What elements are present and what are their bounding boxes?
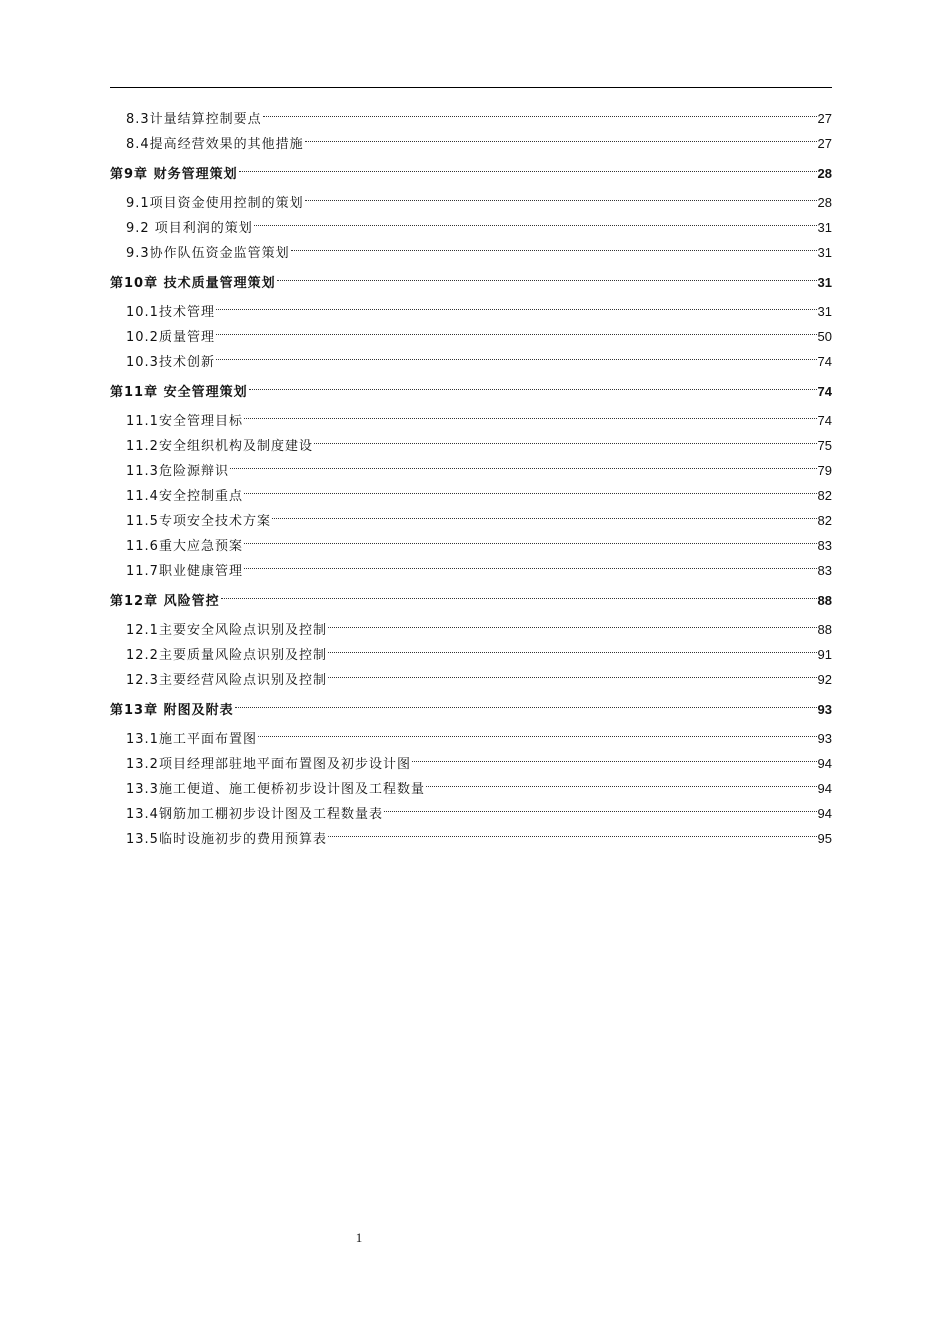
toc-entry-label: 12.3主要经营风险点识别及控制 [126,673,327,688]
dot-leader [328,634,817,659]
dot-leader [244,400,817,425]
dot-leader [221,580,817,605]
toc-entry-page-number: 83 [817,563,832,578]
dot-leader [305,123,817,148]
dot-leader [328,659,817,684]
dot-leader [254,207,817,232]
toc-entry-page-number: 82 [817,513,832,528]
toc-entry-page-number: 88 [817,593,832,608]
dot-leader [314,425,817,450]
toc-entry-label: 第11章 安全管理策划 [110,385,248,400]
toc-entry-page-number: 94 [817,756,832,771]
dot-leader [426,768,817,793]
dot-leader [291,232,817,257]
dot-leader [235,689,817,714]
toc-entry-page-number: 31 [817,245,832,260]
toc-entry-label: 11.4安全控制重点 [126,489,243,504]
dot-leader [277,262,817,287]
toc-entry-label: 9.2 项目利润的策划 [126,221,253,236]
table-of-contents [110,98,832,847]
dot-leader [239,153,817,178]
toc-entry-label: 13.3施工便道、施工便桥初步设计图及工程数量 [126,782,425,797]
toc-entry-label: 12.1主要安全风险点识别及控制 [126,623,327,638]
toc-entry-label: 9.3协作队伍资金监管策划 [126,246,290,261]
dot-leader [328,609,817,634]
toc-entry-page-number: 82 [817,488,832,503]
toc-entry-page-number: 95 [817,831,832,846]
toc-entry-label: 11.6重大应急预案 [126,539,243,554]
dot-leader [216,341,817,366]
toc-entry-page-number: 91 [817,647,832,662]
dot-leader [244,475,817,500]
toc-entry-label: 13.2项目经理部驻地平面布置图及初步设计图 [126,757,411,772]
toc-entry-label: 13.1施工平面布置图 [126,732,257,747]
toc-entry-label: 9.1项目资金使用控制的策划 [126,196,304,211]
toc-entry-page-number: 93 [817,702,832,717]
toc-chapter-entry[interactable] [110,371,832,400]
dot-leader [272,500,817,525]
toc-entry-page-number: 74 [817,354,832,369]
toc-entry-label: 第9章 财务管理策划 [110,167,238,182]
toc-entry-page-number: 94 [817,781,832,796]
toc-entry-page-number: 74 [817,413,832,428]
dot-leader [412,743,817,768]
toc-entry-label: 10.3技术创新 [126,355,215,370]
toc-entry-page-number: 88 [817,622,832,637]
toc-entry-page-number: 28 [817,195,832,210]
toc-entry-page-number: 31 [817,220,832,235]
toc-entry-page-number: 92 [817,672,832,687]
toc-entry-label: 11.1安全管理目标 [126,414,243,429]
toc-entry-label: 11.2安全组织机构及制度建设 [126,439,313,454]
header-rule [110,87,832,88]
toc-entry-page-number: 27 [817,136,832,151]
dot-leader [230,450,817,475]
toc-section-entry[interactable] [110,98,832,127]
toc-entry-label: 11.5专项安全技术方案 [126,514,271,529]
dot-leader [249,371,817,396]
toc-entry-page-number: 31 [817,275,832,290]
dot-leader [328,818,817,843]
dot-leader [305,182,817,207]
toc-entry-label: 第10章 技术质量管理策划 [110,276,276,291]
toc-entry-label: 第12章 风险管控 [110,594,220,609]
toc-entry-page-number: 94 [817,806,832,821]
toc-entry-label: 11.7职业健康管理 [126,564,243,579]
toc-entry-label: 13.5临时设施初步的费用预算表 [126,832,327,847]
toc-entry-page-number: 31 [817,304,832,319]
dot-leader [216,316,817,341]
toc-entry-page-number: 79 [817,463,832,478]
toc-entry-page-number: 83 [817,538,832,553]
dot-leader [258,718,817,743]
dot-leader [244,525,817,550]
toc-section-entry[interactable] [110,316,832,345]
toc-entry-page-number: 50 [817,329,832,344]
dot-leader [384,793,817,818]
toc-entry-page-number: 74 [817,384,832,399]
toc-entry-page-number: 75 [817,438,832,453]
toc-section-entry[interactable] [110,291,832,320]
dot-leader [216,291,817,316]
toc-entry-label: 10.1技术管理 [126,305,215,320]
toc-entry-label: 10.2质量管理 [126,330,215,345]
page-number: 1 [355,1230,363,1245]
toc-entry-label: 11.3危险源辩识 [126,464,229,479]
dot-leader [244,550,817,575]
toc-entry-label: 第13章 附图及附表 [110,703,234,718]
toc-entry-page-number: 27 [817,111,832,126]
toc-entry-page-number: 28 [817,166,832,181]
toc-entry-label: 12.2主要质量风险点识别及控制 [126,648,327,663]
dot-leader [263,98,817,123]
toc-entry-page-number: 93 [817,731,832,746]
toc-entry-label: 13.4钢筋加工棚初步设计图及工程数量表 [126,807,383,822]
toc-section-entry[interactable] [110,341,832,370]
toc-entry-label: 8.3计量结算控制要点 [126,112,262,127]
toc-entry-label: 8.4提高经营效果的其他措施 [126,137,304,152]
